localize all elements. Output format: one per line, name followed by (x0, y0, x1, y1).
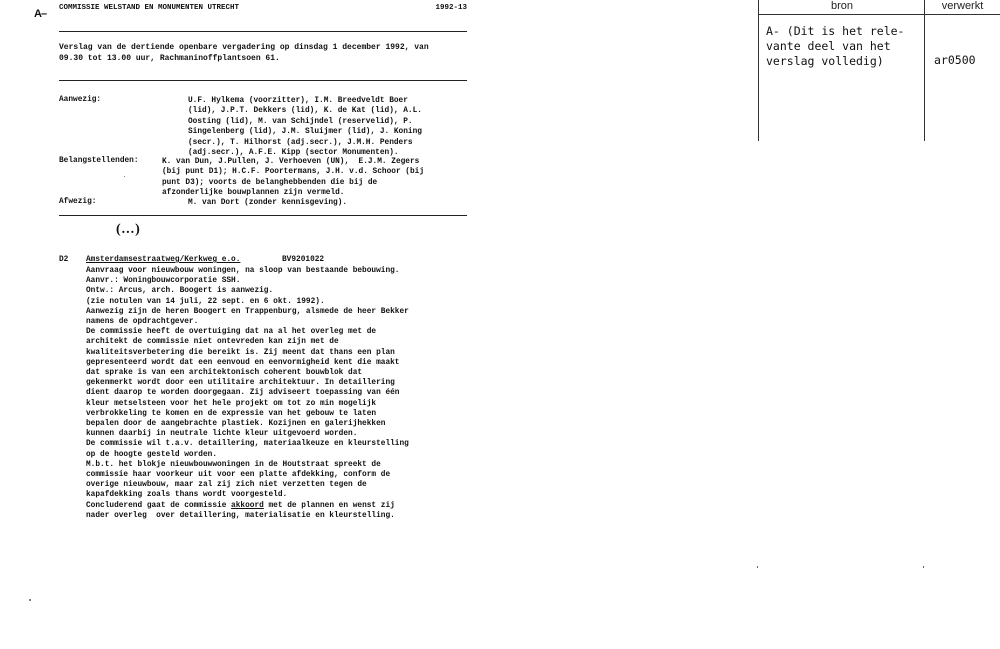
organization-name: COMMISSIE WELSTAND EN MONUMENTEN UTRECHT (59, 4, 240, 12)
column-header-bron: bron (830, 0, 854, 12)
intro-line-1: Verslag van de dertiende openbare vergadering op dinsdag 1 december 1992, van (59, 43, 429, 52)
document-header (59, 4, 467, 18)
sidebar-left-border (758, 0, 759, 141)
attendance-divider (59, 215, 467, 216)
item-reference: BV9201022 (282, 256, 325, 264)
scan-speck (124, 176, 125, 177)
present-list: U.F. Hylkema (voorzitter), I.M. Breedveldt Boer (lid), J.P.T. Dekkers (lid), K. de Kat (lid), A.L. Oosting (lid), M. van Schijndel (reservelid), P. Singelenberg (lid), J.M. Sluijmer (lid), J. Koning (secr.), T. Hilhorst (adj.secr.), J.M.H. Penders (adj.secr.), A.F.E. Kipp (sector Monumenten). (188, 97, 422, 158)
intro-divider (59, 80, 467, 81)
sidebar-header-divider (759, 14, 1000, 15)
absent-list: M. van Dort (zonder kennisgeving). (188, 199, 348, 207)
stakeholders-label: Belangstellenden: (59, 157, 139, 165)
scan-speck (29, 599, 31, 601)
header-divider (59, 31, 467, 32)
section-marker: A– (34, 8, 47, 20)
verwerkt-code: ar0500 (934, 53, 976, 67)
present-label: Aanwezig: (59, 96, 102, 104)
item-minutes-text: Aanvraag voor nieuwbouw woningen, na sloop van bestaande bebouwing. Aanvr.: Woningbouwcorporatie SSH. Ontw.: Arcus, arch. Boogert is aanwezig. (zie notulen van 14 juli, 22 sept. en 6 okt. 1992). Aanwezig zijn de heren Boogert en Trappenburg, alsmede de heer Bekker namens de opdrachtgever. De commissie heeft de overtuiging dat na al het overleg met de architekt de commissie niet ontevreden kan zijn met de kwaliteitsverbetering die bereikt is. Zij meent dat thans een plan gepresenteerd wordt dat een eenvoud en eenvormigheid kent die maakt dat sprake is van een architektonisch coherent bouwblok dat gekenmerkt wordt door een utilitaire architektuur. In detaillering dient daarop te worden doorgegaan. Zij adviseert toepassing van één kleur metselsteen voor het hele projekt om tot zo min mogelijk verbrokkeling te komen en de expressie van het gebouw te laten bepalen door de aangebrachte plastiek. Kozijnen en galerijhekken kunnen daarbij in neutrale lichte kleur uitgevoerd worden. De commissie wil t.a.v. detaillering, materiaalkeuze en kleurstelling op de hoogte gesteld worden. M.b.t. het blokje nieuwbouwwoningen in de Houtstraat spreekt de commissie haar voorkeur uit voor een platte afdekking, conform de overige nieuwbouw, maar zal zij zich niet verzetten tegen de kapafdekking zoals thans wordt voorgesteld. Concluderend gaat de commissie (86, 267, 409, 510)
sidebar-speck (923, 566, 924, 568)
item-code: D2 (59, 256, 69, 264)
omission-ellipsis: (...) (116, 222, 141, 237)
item-decision-emphasis: akkoord (231, 501, 264, 510)
item-title: Amsterdamsestraatweg/Kerkweg e.o. (86, 256, 241, 264)
column-header-verwerkt: verwerkt (941, 0, 984, 12)
item-minutes-closing: met de plannen en wenst zij nader overleg over detaillering, materialisatie en kleurstelling. (86, 501, 395, 520)
bron-note: A- (Dit is het rele- vante deel van het verslag volledig) (766, 24, 905, 68)
document-number: 1992-13 (435, 4, 467, 12)
stakeholders-list: K. van Dun, J.Pullen, J. Verhoeven (UN), E.J.M. Zegers (bij punt D1); H.C.F. Poortermans, J.H. v.d. Schoor (bij punt D3); voorts de belanghebbenden die bij de afzonderlijke bouwplannen zijn vermeld. (162, 158, 425, 198)
absent-label: Afwezig: (59, 198, 97, 206)
intro-line-2: 09.30 tot 13.00 uur, Rachmaninoffplantsoen 61. (59, 54, 280, 63)
item-minutes (86, 266, 409, 521)
meeting-intro (59, 42, 469, 64)
sidebar-column-divider (924, 0, 925, 141)
sidebar-speck (757, 566, 758, 568)
